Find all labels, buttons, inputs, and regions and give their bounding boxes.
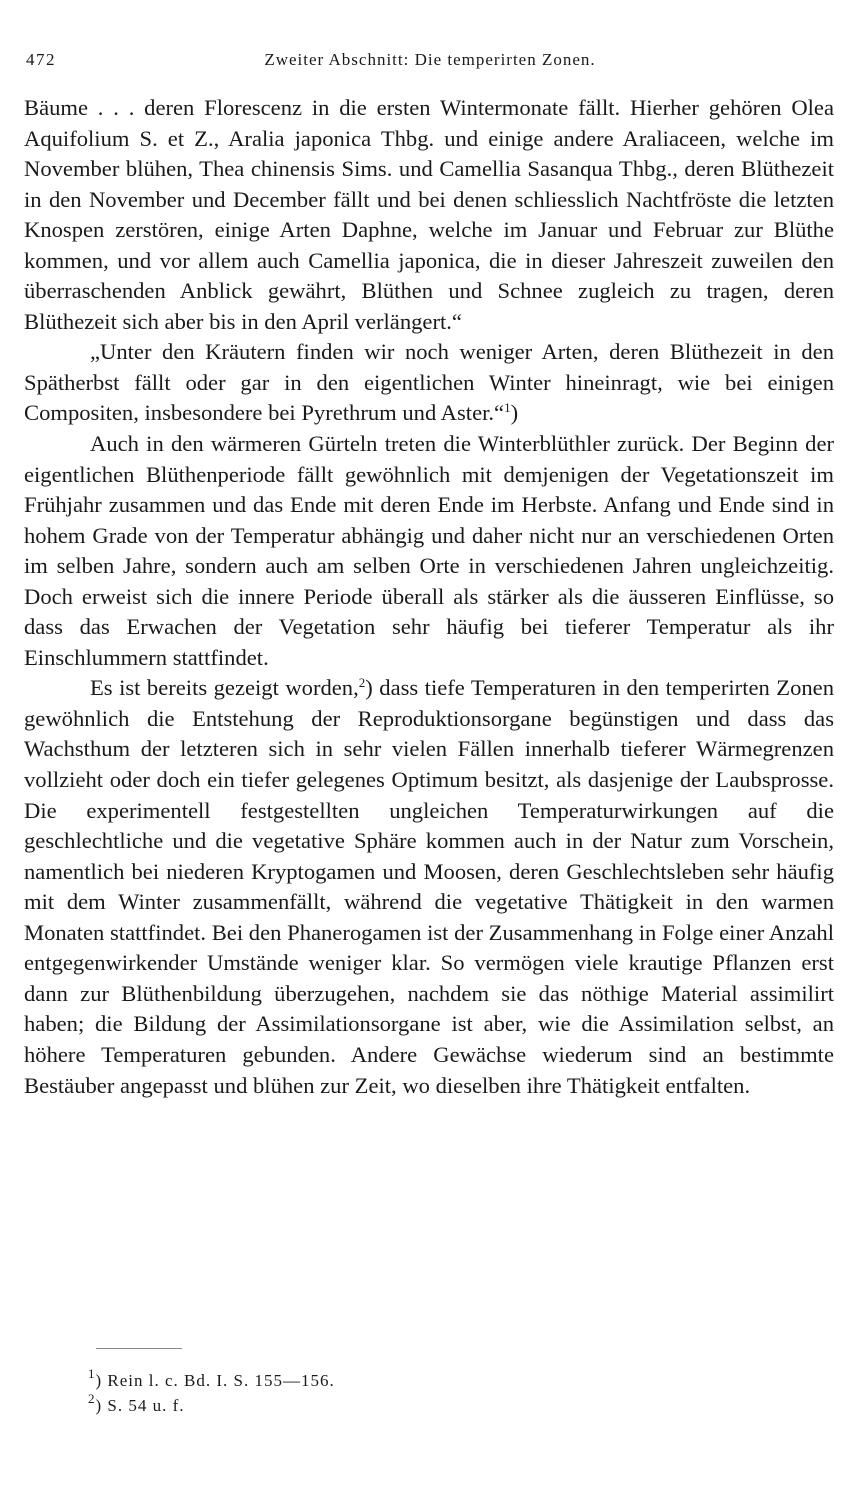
paragraph-2 bbox=[24, 337, 834, 429]
footnote-ref-1: 1 bbox=[504, 400, 511, 416]
footnote-divider bbox=[96, 1348, 182, 1349]
book-page bbox=[24, 0, 836, 1492]
paragraph-2-end: ) bbox=[510, 400, 519, 426]
footnote-2-text: ) S. 54 u. f. bbox=[95, 1396, 185, 1415]
body-text bbox=[24, 93, 834, 1101]
footnote-2 bbox=[88, 1393, 335, 1418]
page-number: 472 bbox=[26, 50, 56, 69]
paragraph-4 bbox=[24, 673, 834, 1101]
running-head: Zweiter Abschnitt: Die temperirten Zonen. bbox=[264, 50, 596, 69]
footnotes bbox=[88, 1368, 335, 1418]
paragraph-4-start: Es ist bereits gezeigt worden, bbox=[90, 675, 359, 701]
paragraph-1: Bäume . . . deren Florescenz in die ersten Wintermonate fällt. Hierher gehören Olea Aquifolium S. et Z., Aralia japonica Thbg. und einige andere Araliaceen, welche im November blühen, Thea chinensis Sims. und Camellia Sasanqua Thbg., deren Blüthezeit in den November und December fällt und bei denen schliesslich Nachtfröste die letzten Knospen zerstören, einige Arten Daphne, welche im Januar und Februar zur Blüthe kommen, und vor allem auch Camellia japonica, die in dieser Jahreszeit zuweilen den überraschenden Anblick gewährt, Blüthen und Schnee zugleich zu tragen, deren Blüthezeit sich aber bis in den April verlängert.“ bbox=[24, 95, 834, 334]
paragraph-3: Auch in den wärmeren Gürteln treten die Winterblüthler zurück. Der Beginn der eigentlichen Blüthenperiode fällt gewöhnlich mit demjenigen der Vegetationszeit im Frühjahr zusammen und das Ende mit deren Ende im Herbste. Anfang und Ende sind in hohem Grade von der Temperatur abhängig und daher nicht nur an verschiedenen Orten im selben Jahre, sondern auch am selben Orte in verschiedenen Jahren ungleichzeitig. Doch erweist sich die innere Periode überall als stärker als die äusseren Einflüsse, so dass das Erwachen der Vegetation sehr häufig bei tieferer Temperatur als ihr Einschlummern stattfindet. bbox=[24, 431, 834, 670]
footnote-1-text: ) Rein l. c. Bd. I. S. 155—156. bbox=[95, 1371, 335, 1390]
footnote-ref-2: 2 bbox=[358, 675, 366, 691]
paragraph-2-text: „Unter den Kräutern finden wir noch weniger Arten, deren Blüthezeit in den Spätherbst fällt oder gar in den eigentlichen Winter hineinragt, wie bei einigen Compositen, insbesondere bei Pyrethrum und Aster.“ bbox=[24, 339, 834, 426]
footnote-2-marker: 2 bbox=[88, 1391, 96, 1406]
paragraph-4-rest: ) dass tiefe Temperaturen in den temperirten Zonen gewöhnlich die Entstehung der Reproduktionsorgane begünstigen und dass das Wachsthum der letzteren sich in sehr vielen Fällen innerhalb tieferer Wärmegrenzen vollzieht oder doch ein tiefer gelegenes Optimum besitzt, als dasjenige der Laubsprosse. Die experimentell festgestellten ungleichen Temperaturwirkungen auf die geschlechtliche und die vegetative Sphäre kommen auch in der Natur zum Vorschein, namentlich bei niederen Kryptogamen und Moosen, deren Geschlechtsleben sehr häufig mit dem Winter zusammenfällt, während die vegetative Thätigkeit in den warmen Monaten stattfindet. Bei den Phanerogamen ist der Zusammenhang in Folge einer Anzahl entgegenwirkender Umstände weniger klar. So vermögen viele krautige Pflanzen erst dann zur Blüthenbildung überzugehen, nachdem sie das nöthige Material assimilirt haben; die Bildung der Assimilationsorgane ist aber, wie die Assimilation selbst, an höhere Temperaturen gebunden. Andere Gewächse wiederum sind an bestimmte Bestäuber angepasst und blühen zur Zeit, wo dieselben ihre Thätigkeit entfalten. bbox=[24, 675, 835, 1098]
page-header bbox=[24, 50, 836, 76]
footnote-1-marker: 1 bbox=[88, 1366, 96, 1381]
footnote-1 bbox=[88, 1368, 335, 1393]
